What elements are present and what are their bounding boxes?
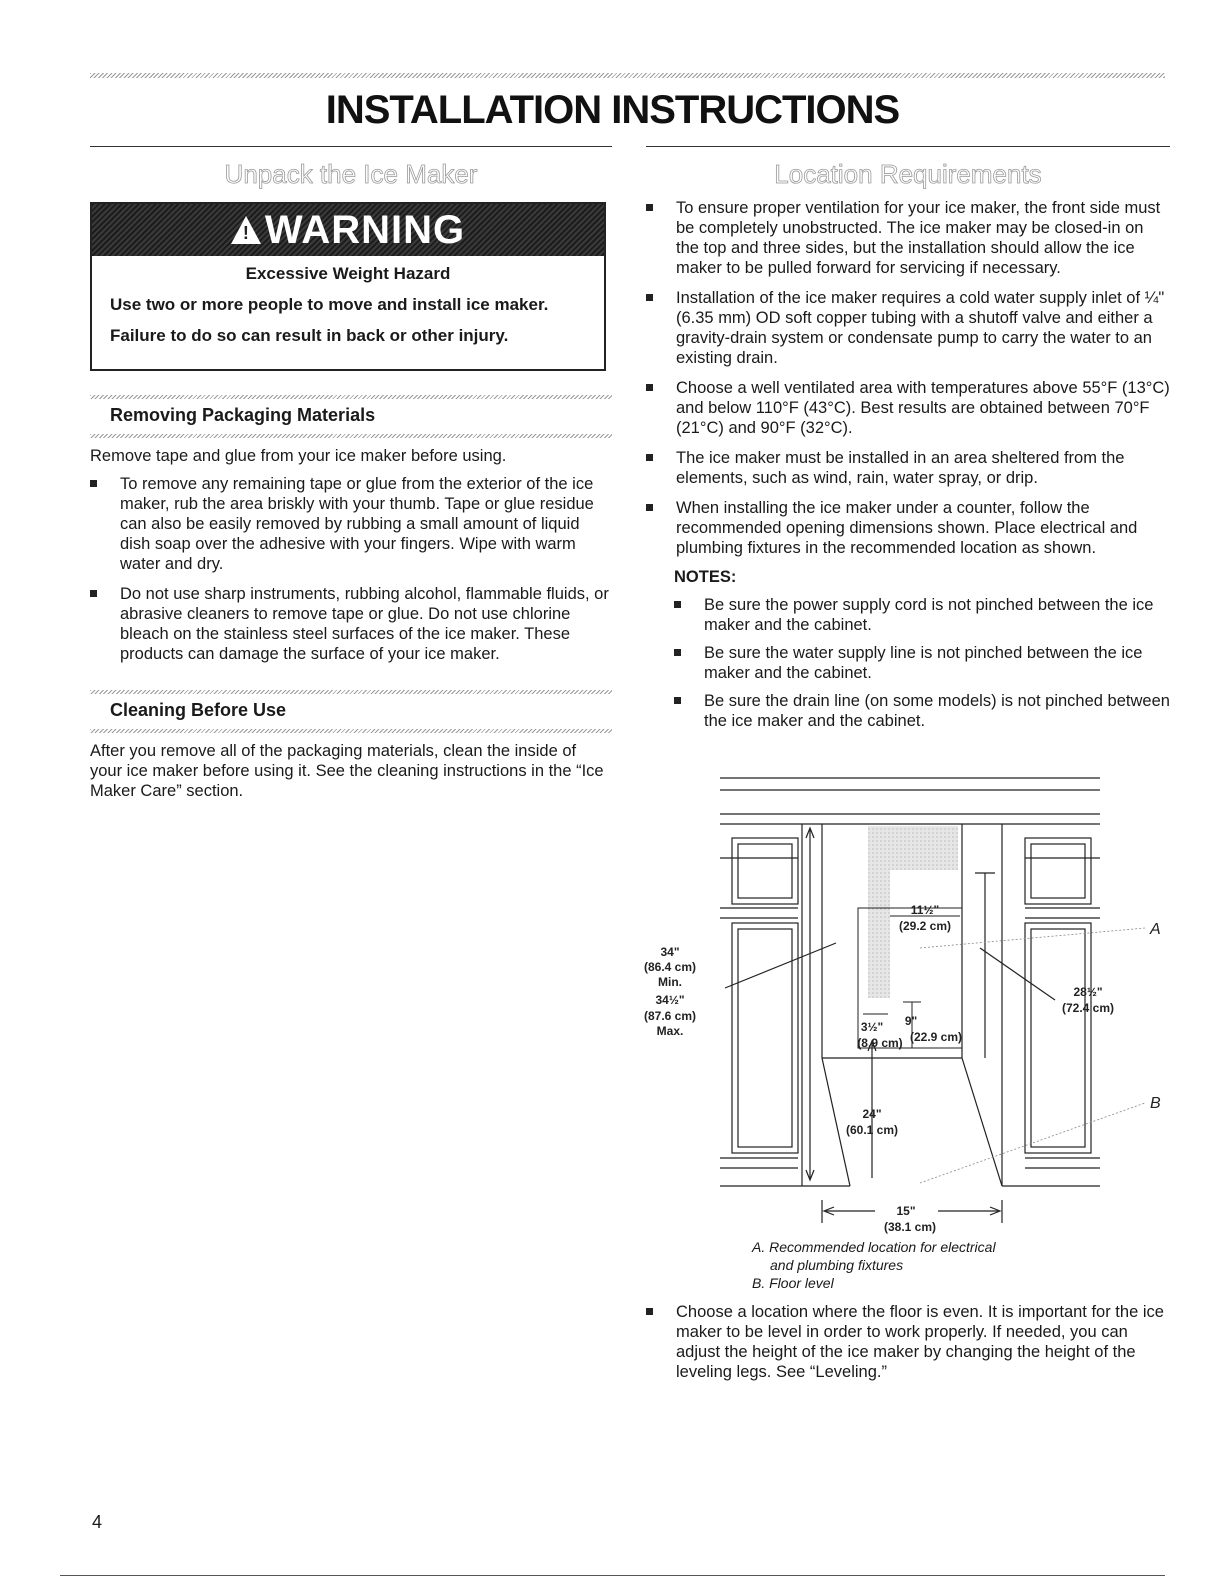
warning-banner <box>92 204 604 256</box>
subheading-packaging: Removing Packaging Materials <box>90 399 612 432</box>
installation-dimensions-diagram <box>640 768 1180 1248</box>
notes-list <box>674 595 1170 731</box>
height-label: Max. <box>656 1024 684 1038</box>
cleaning-text: After you remove all of the packaging materials, clean the inside of your ice maker before using it. See the cleaning instructions in the “Ice Maker Care” section. <box>90 742 604 800</box>
page-number: 4 <box>92 1512 103 1532</box>
list-item: Be sure the water supply line is not pinched between the ice maker and the cabinet. <box>674 643 1170 683</box>
floor-list <box>646 1302 1166 1382</box>
list-item: To remove any remaining tape or glue from the exterior of the ice maker, rub the area briskly with your thumb. Tape or glue residue can also be easily removed by rubbing a small amount of liquid dish soap over the adhesive with your fingers. Wipe with warm water and dry. <box>90 474 612 574</box>
height-label: (86.4 cm) <box>643 960 697 974</box>
notes-label: NOTES: <box>674 568 737 586</box>
caption-line: and plumbing fixtures <box>770 1257 904 1273</box>
list-item: When installing the ice maker under a counter, follow the recommended opening dimensions shown. Place electrical and plumbing fixtures in the recommended location as shown. <box>646 498 1170 558</box>
label-b: B <box>1150 1095 1161 1112</box>
dim-24-metric: (60.1 cm) <box>845 1123 899 1137</box>
warning-banner-text: WARNING <box>264 207 466 252</box>
height-label: Min. <box>658 975 682 989</box>
dim-15-metric: (38.1 cm) <box>883 1220 937 1234</box>
dim-28-label: 28½" <box>1073 985 1103 999</box>
dim-11-metric: (29.2 cm) <box>898 919 952 933</box>
dim-3-metric: (8.9 cm) <box>857 1036 903 1050</box>
column-rule <box>646 146 1170 147</box>
left-column <box>90 146 612 809</box>
right-column <box>646 146 1170 739</box>
warning-box <box>90 202 606 371</box>
caption-line: B. Floor level <box>752 1275 834 1291</box>
list-item: Choose a location where the floor is even. It is important for the ice maker to be level in order to work properly. If needed, you can adjust the height of the ice maker by changing the height of the leveling legs. See “Leveling.” <box>646 1302 1166 1382</box>
list-item: Do not use sharp instruments, rubbing alcohol, flammable fluids, or abrasive cleaners to remove tape or glue. Do not use chlorine bleach on the stainless steel surfaces of the ice maker. These products can damage the surface of your ice maker. <box>90 584 612 664</box>
list-item: Be sure the drain line (on some models) is not pinched between the ice maker and the cabinet. <box>674 691 1170 731</box>
diagram-caption <box>752 1238 996 1292</box>
warning-line: Failure to do so can result in back or other injury. <box>110 326 509 345</box>
warning-line: Use two or more people to move and install ice maker. <box>110 295 549 314</box>
dim-9-metric: (22.9 cm) <box>909 1030 963 1044</box>
dim-9-label: 9" <box>904 1014 918 1028</box>
packaging-intro: Remove tape and glue from your ice maker before using. <box>90 447 507 465</box>
warning-text <box>92 256 604 369</box>
section-heading-unpack: Unpack the Ice Maker <box>224 159 478 189</box>
page-title: INSTALLATION INSTRUCTIONS <box>325 88 900 132</box>
list-item: Be sure the power supply cord is not pinched between the ice maker and the cabinet. <box>674 595 1170 635</box>
top-hatch-rule <box>90 73 1165 78</box>
subheading-cleaning: Cleaning Before Use <box>90 694 612 727</box>
dim-28-metric: (72.4 cm) <box>1061 1001 1115 1015</box>
dim-24-label: 24" <box>862 1107 882 1121</box>
packaging-list <box>90 474 612 664</box>
list-item: The ice maker must be installed in an area sheltered from the elements, such as wind, rain, water spray, or drip. <box>646 448 1170 488</box>
location-list <box>646 198 1170 558</box>
height-label: (87.6 cm) <box>643 1009 697 1023</box>
list-item: Choose a well ventilated area with temperatures above 55°F (13°C) and below 110°F (43°C). Best results are obtained between 70°F (21°C) and 90°F (32°C). <box>646 378 1170 438</box>
label-a: A <box>1150 921 1161 938</box>
height-label: 34½" <box>655 993 685 1007</box>
list-item: Installation of the ice maker requires a cold water supply inlet of ¼" (6.35 mm) OD soft copper tubing with a shutoff valve and either a gravity-drain system or condensate pump to carry the water to an existing drain. <box>646 288 1170 368</box>
dim-15-label: 15" <box>896 1204 916 1218</box>
height-label: 34" <box>660 945 680 959</box>
column-rule <box>90 146 612 147</box>
list-item: To ensure proper ventilation for your ice maker, the front side must be completely unobstructed. The ice maker may be closed-in on the top and three sides, but the installation should allow the ice maker to be pulled forward for servicing if necessary. <box>646 198 1170 278</box>
warning-triangle-icon: ! <box>231 216 261 244</box>
dim-3-label: 3½" <box>860 1020 884 1034</box>
floor-level-note <box>646 1302 1166 1392</box>
bottom-rule <box>60 1575 1165 1576</box>
warning-hazard-title: Excessive Weight Hazard <box>245 264 451 283</box>
dim-11-label: 11½" <box>910 903 940 917</box>
section-heading-location: Location Requirements <box>774 159 1042 189</box>
caption-line: A. Recommended location for electrical <box>752 1239 996 1255</box>
